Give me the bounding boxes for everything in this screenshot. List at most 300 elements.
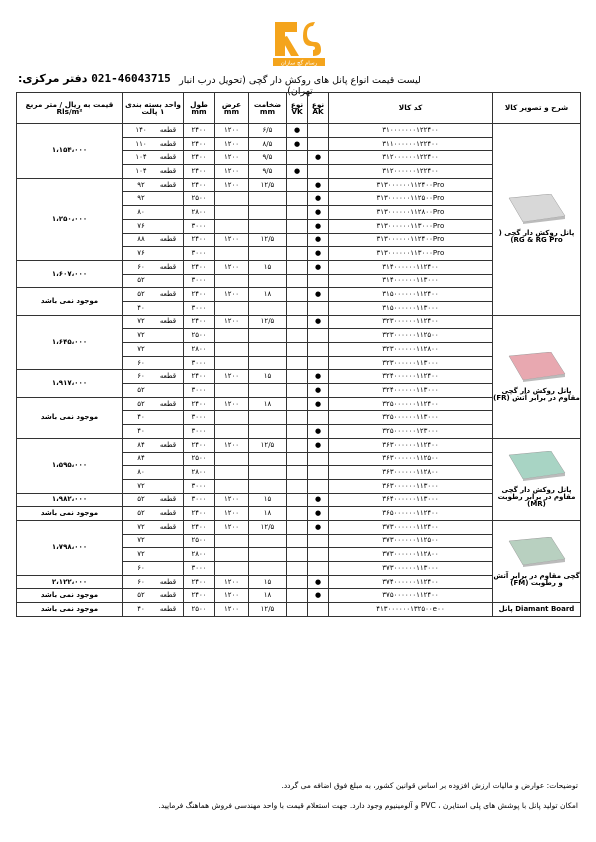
vk-marker (287, 370, 308, 384)
length-value: ۳۰۰۰ (184, 247, 215, 261)
width-value (215, 411, 249, 425)
width-value (215, 206, 249, 220)
vk-marker (287, 315, 308, 329)
vk-marker (287, 192, 308, 206)
length-value: ۲۴۰۰ (184, 589, 215, 603)
ak-marker: ● (308, 507, 329, 521)
pack-qty: ۴۰ (137, 604, 145, 613)
pack-qty: ۷۲ (137, 536, 145, 545)
col-ak: نوع AK (308, 93, 329, 124)
pack-cell (123, 466, 184, 480)
pack-qty: ۱۱۰ (135, 139, 147, 148)
ak-marker: ● (308, 520, 329, 534)
product-code: ۳۷۳۰۰۰۰۰۰۱۱۲۵۰۰ (329, 534, 493, 548)
width-value (215, 466, 249, 480)
table-row (17, 124, 581, 138)
product-code: ۳۱۴۰۰۰۰۰۰۱۱۲۴۰۰ (329, 260, 493, 274)
width-value: ۱۲۰۰ (215, 137, 249, 151)
pack-qty: ۶۰ (137, 577, 145, 586)
ak-marker: ● (308, 384, 329, 398)
product-code: ۳۶۵۰۰۰۰۰۰۱۱۲۴۰۰ (329, 507, 493, 521)
pack-cell (123, 438, 184, 452)
width-value: ۱۲۰۰ (215, 370, 249, 384)
pack-qty: ۷۲ (137, 344, 145, 353)
width-value (215, 356, 249, 370)
product-code: ۳۲۵۰۰۰۰۰۰۱۱۳۰۰۰ (329, 411, 493, 425)
length-value: ۲۴۰۰ (184, 124, 215, 138)
ak-marker: ● (308, 493, 329, 507)
col-pack: واحد بسته بندی ۱ پالت (123, 93, 184, 124)
product-code: ۳۱۳۰۰۰۰۰۰۱۱۲۴۰۰Pro (329, 178, 493, 192)
thickness-value: ۱۸ (249, 397, 287, 411)
width-value: ۱۲۰۰ (215, 124, 249, 138)
width-value (215, 425, 249, 439)
thickness-value (249, 356, 287, 370)
width-value (215, 562, 249, 576)
ak-marker (308, 548, 329, 562)
length-value: ۲۴۰۰ (184, 507, 215, 521)
thickness-value (249, 301, 287, 315)
width-value: ۱۲۰۰ (215, 315, 249, 329)
thickness-value (249, 562, 287, 576)
pack-cell (123, 288, 184, 302)
width-value: ۱۲۰۰ (215, 151, 249, 165)
pack-qty: ۴۰ (137, 426, 145, 435)
ak-marker (308, 466, 329, 480)
pack-qty: ۵۲ (137, 276, 145, 285)
pack-cell (123, 219, 184, 233)
product-code: ۳۲۳۰۰۰۰۰۰۱۱۲۴۰۰ (329, 315, 493, 329)
length-value: ۳۰۰۰ (184, 562, 215, 576)
vk-marker (287, 452, 308, 466)
col-thickness: ضخامت mm (249, 93, 287, 124)
length-value: ۳۰۰۰ (184, 493, 215, 507)
length-value: ۳۰۰۰ (184, 274, 215, 288)
thickness-value (249, 425, 287, 439)
length-value: ۲۸۰۰ (184, 206, 215, 220)
ak-marker: ● (308, 438, 329, 452)
col-price: قیمت به ریال / متر مربع Rls/m² (17, 93, 123, 124)
pack-unit: قطعه (159, 440, 177, 449)
col-desc: شرح و تصویر کالا (493, 93, 581, 124)
pack-qty: ۴۰ (137, 413, 145, 422)
product-description (493, 603, 581, 617)
office-phone (18, 72, 171, 85)
ak-marker (308, 165, 329, 179)
thickness-value: ۱۲/۵ (249, 438, 287, 452)
ak-marker (308, 562, 329, 576)
product-description (493, 438, 581, 520)
width-value (215, 301, 249, 315)
ak-marker: ● (308, 370, 329, 384)
vk-marker (287, 548, 308, 562)
price-value: ۱،۷۹۸،۰۰۰ (17, 520, 123, 575)
width-value: ۱۲۰۰ (215, 520, 249, 534)
pack-cell (123, 124, 184, 138)
pack-qty: ۶۰ (137, 358, 145, 367)
thickness-value: ۱۵ (249, 493, 287, 507)
width-value: ۱۲۰۰ (215, 165, 249, 179)
pack-unit: قطعه (159, 180, 177, 189)
product-code: ۳۲۴۰۰۰۰۰۰۱۱۳۰۰۰ (329, 384, 493, 398)
product-code: ۳۷۳۰۰۰۰۰۰۱۱۳۰۰۰ (329, 562, 493, 576)
product-code: ۳۱۱۰۰۰۰۰۰۱۲۲۴۰۰ (329, 137, 493, 151)
width-value (215, 479, 249, 493)
ak-marker: ● (308, 247, 329, 261)
pack-cell (123, 192, 184, 206)
length-value: ۲۴۰۰ (184, 178, 215, 192)
width-value (215, 274, 249, 288)
width-value: ۱۲۰۰ (215, 493, 249, 507)
pack-cell (123, 493, 184, 507)
vk-marker (287, 534, 308, 548)
ak-marker (308, 301, 329, 315)
ak-marker (308, 343, 329, 357)
vk-marker: ● (287, 165, 308, 179)
length-value: ۲۵۰۰ (184, 534, 215, 548)
vk-marker (287, 520, 308, 534)
price-value: ۱،۲۵۰،۰۰۰ (17, 178, 123, 260)
vk-marker (287, 356, 308, 370)
ak-marker: ● (308, 575, 329, 589)
office-label: دفتر مرکزی: (18, 72, 88, 85)
length-value: ۲۴۰۰ (184, 288, 215, 302)
vk-marker (287, 466, 308, 480)
width-value: ۱۲۰۰ (215, 507, 249, 521)
thickness-value (249, 534, 287, 548)
ak-marker: ● (308, 206, 329, 220)
product-code: ۴۱۳۰۰۰۰۰۰۱۳۲۵۰۰e۰۰ (329, 603, 493, 617)
thickness-value (249, 479, 287, 493)
length-value: ۳۰۰۰ (184, 425, 215, 439)
pack-cell (123, 548, 184, 562)
ak-marker (308, 479, 329, 493)
product-name: پانل روکش دار گچی مقاوم در برابر رطوبت (MR) (497, 485, 576, 508)
thickness-value (249, 411, 287, 425)
vk-marker (287, 343, 308, 357)
product-code: ۳۲۳۰۰۰۰۰۰۱۱۲۸۰۰ (329, 343, 493, 357)
thickness-value (249, 274, 287, 288)
product-code: ۳۶۳۰۰۰۰۰۰۱۱۳۰۰۰ (329, 479, 493, 493)
col-code: کد کالا (329, 93, 493, 124)
thickness-value: ۱۵ (249, 370, 287, 384)
pack-qty: ۵۲ (137, 290, 145, 299)
product-name: پانل روکش دار گچی مقاوم در برابر آتش (FR) (493, 386, 580, 402)
ak-marker (308, 274, 329, 288)
vk-marker: ● (287, 124, 308, 138)
width-value: ۱۲۰۰ (215, 397, 249, 411)
length-value: ۳۰۰۰ (184, 411, 215, 425)
width-value: ۱۲۰۰ (215, 233, 249, 247)
width-value (215, 219, 249, 233)
width-value: ۱۲۰۰ (215, 260, 249, 274)
thickness-value: ۱۲/۵ (249, 233, 287, 247)
length-value: ۳۰۰۰ (184, 384, 215, 398)
thickness-value: ۹/۵ (249, 151, 287, 165)
vk-marker (287, 329, 308, 343)
table-row (17, 315, 581, 329)
length-value: ۲۴۰۰ (184, 397, 215, 411)
product-code: ۳۶۴۰۰۰۰۰۰۱۱۳۰۰۰ (329, 493, 493, 507)
ak-marker: ● (308, 315, 329, 329)
length-value: ۲۴۰۰ (184, 575, 215, 589)
pack-qty: ۴۰ (137, 303, 145, 312)
product-code: ۳۲۵۰۰۰۰۰۰۱۱۲۴۰۰ (329, 397, 493, 411)
length-value: ۲۴۰۰ (184, 260, 215, 274)
ak-marker: ● (308, 192, 329, 206)
pack-cell (123, 370, 184, 384)
length-value: ۲۴۰۰ (184, 315, 215, 329)
width-value: ۱۲۰۰ (215, 288, 249, 302)
pack-cell (123, 575, 184, 589)
vk-marker (287, 178, 308, 192)
vk-marker (287, 274, 308, 288)
pack-qty: ۹۲ (137, 194, 145, 203)
pack-qty: ۷۲ (137, 317, 145, 326)
col-width: عرض mm (215, 93, 249, 124)
thickness-value: ۱۸ (249, 589, 287, 603)
vk-marker (287, 562, 308, 576)
length-value: ۲۸۰۰ (184, 466, 215, 480)
pack-unit: قطعه (159, 522, 177, 531)
price-value: ۲،۱۲۲،۰۰۰ (17, 575, 123, 589)
pack-qty: ۵۲ (137, 495, 145, 504)
thickness-value: ۱۵ (249, 575, 287, 589)
pack-qty: ۷۶ (137, 221, 145, 230)
product-code: ۳۶۳۰۰۰۰۰۰۱۱۲۸۰۰ (329, 466, 493, 480)
pack-unit: قطعه (159, 372, 177, 381)
thickness-value: ۱۵ (249, 260, 287, 274)
vk-marker (287, 493, 308, 507)
pack-qty: ۶۰ (137, 262, 145, 271)
product-code: ۳۶۳۰۰۰۰۰۰۱۱۲۴۰۰ (329, 438, 493, 452)
pack-unit: قطعه (159, 591, 177, 600)
length-value: ۳۰۰۰ (184, 219, 215, 233)
ak-marker: ● (308, 219, 329, 233)
vk-marker (287, 575, 308, 589)
product-name: پانل روکش دار گچی ( RG & RG Pro) (498, 229, 575, 245)
pack-qty: ۵۲ (137, 385, 145, 394)
thickness-value: ۶/۵ (249, 124, 287, 138)
length-value: ۲۴۰۰ (184, 233, 215, 247)
thickness-value: ۸/۵ (249, 137, 287, 151)
ak-marker: ● (308, 233, 329, 247)
length-value: ۲۸۰۰ (184, 343, 215, 357)
phone-number: 021-46043715 (91, 72, 171, 85)
pack-cell (123, 425, 184, 439)
pack-cell (123, 534, 184, 548)
pack-qty: ۸۰ (137, 207, 145, 216)
pack-cell (123, 356, 184, 370)
pack-unit: قطعه (159, 262, 177, 271)
pack-qty: ۶۰ (137, 372, 145, 381)
thickness-value: ۱۲/۵ (249, 178, 287, 192)
pack-cell (123, 233, 184, 247)
length-value: ۲۵۰۰ (184, 192, 215, 206)
product-code: ۳۱۳۰۰۰۰۰۰۱۱۲۸۰۰Pro (329, 206, 493, 220)
pack-qty: ۶۰ (137, 563, 145, 572)
pack-cell (123, 343, 184, 357)
vk-marker (287, 301, 308, 315)
width-value: ۱۲۰۰ (215, 178, 249, 192)
pack-cell (123, 165, 184, 179)
thickness-value: ۱۸ (249, 288, 287, 302)
vk-marker (287, 507, 308, 521)
pack-qty: ۷۲ (137, 550, 145, 559)
price-value: ۱،۹۸۲،۰۰۰ (17, 493, 123, 507)
price-value: موجود نمی باشد (17, 589, 123, 603)
pack-cell (123, 562, 184, 576)
length-value: ۲۵۰۰ (184, 603, 215, 617)
width-value (215, 548, 249, 562)
product-swatch-image (507, 194, 567, 224)
table-row (17, 520, 581, 534)
product-swatch-image (507, 451, 567, 481)
length-value: ۲۵۰۰ (184, 329, 215, 343)
thickness-value: ۱۲/۵ (249, 520, 287, 534)
table-row (17, 438, 581, 452)
pack-cell (123, 507, 184, 521)
width-value: ۱۲۰۰ (215, 575, 249, 589)
pack-unit: قطعه (159, 509, 177, 518)
pack-qty: ۱۴۰ (135, 125, 147, 134)
pack-unit: قطعه (159, 235, 177, 244)
price-value: موجود نمی باشد (17, 603, 123, 617)
pack-unit: قطعه (159, 495, 177, 504)
thickness-value (249, 247, 287, 261)
product-code: ۳۷۵۰۰۰۰۰۰۱۱۲۴۰۰ (329, 589, 493, 603)
product-description (493, 520, 581, 602)
ak-marker: ● (308, 589, 329, 603)
pack-cell (123, 137, 184, 151)
price-value: موجود نمی باشد (17, 288, 123, 315)
thickness-value (249, 343, 287, 357)
pack-cell (123, 384, 184, 398)
pack-cell (123, 329, 184, 343)
pack-cell (123, 274, 184, 288)
pack-cell (123, 178, 184, 192)
ak-marker (308, 124, 329, 138)
length-value: ۲۴۰۰ (184, 520, 215, 534)
pack-cell (123, 479, 184, 493)
footer-note-coating: امکان تولید پانل با پوشش های پلی استایرن ، PVC و آلومینیوم وجود دارد. جهت استعلام قیمت با واحد مهندسی فروش هماهنگ فرمایید. (158, 801, 578, 810)
width-value: ۱۲۰۰ (215, 589, 249, 603)
price-value: ۱،۵۹۵،۰۰۰ (17, 438, 123, 493)
pack-qty: ۱۰۴ (135, 153, 147, 162)
thickness-value (249, 384, 287, 398)
vk-marker (287, 219, 308, 233)
width-value (215, 247, 249, 261)
width-value: ۱۲۰۰ (215, 603, 249, 617)
length-value: ۲۴۰۰ (184, 370, 215, 384)
pack-qty: ۸۴ (137, 440, 145, 449)
footer-note-tax: توضیحات: عوارض و مالیات ارزش افزوده بر اساس قوانین کشور، به مبلغ فوق اضافه می گردد. (281, 781, 578, 790)
price-value: ۱،۱۵۴،۰۰۰ (17, 124, 123, 179)
product-description (493, 124, 581, 316)
width-value (215, 192, 249, 206)
length-value: ۲۴۰۰ (184, 438, 215, 452)
svg-text:رسام گچ سازان: رسام گچ سازان (280, 60, 318, 67)
pack-unit: قطعه (159, 139, 177, 148)
ak-marker (308, 411, 329, 425)
thickness-value (249, 548, 287, 562)
length-value: ۲۵۰۰ (184, 452, 215, 466)
thickness-value (249, 466, 287, 480)
thickness-value (249, 206, 287, 220)
product-name: Diamant Board پانل (498, 604, 575, 613)
width-value (215, 452, 249, 466)
price-value: موجود نمی باشد (17, 397, 123, 438)
pack-qty: ۱۰۴ (135, 166, 147, 175)
pack-unit: قطعه (159, 604, 177, 613)
product-code: ۳۱۲۰۰۰۰۰۰۱۲۲۴۰۰ (329, 151, 493, 165)
pack-unit: قطعه (159, 577, 177, 586)
pack-qty: ۵۲ (137, 591, 145, 600)
pack-cell (123, 520, 184, 534)
vk-marker (287, 151, 308, 165)
product-code: ۳۷۳۰۰۰۰۰۰۱۱۲۴۰۰ (329, 520, 493, 534)
thickness-value (249, 452, 287, 466)
ak-marker: ● (308, 260, 329, 274)
pack-qty: ۷۲ (137, 481, 145, 490)
length-value: ۲۴۰۰ (184, 151, 215, 165)
vk-marker (287, 288, 308, 302)
length-value: ۲۸۰۰ (184, 548, 215, 562)
pack-unit: قطعه (159, 125, 177, 134)
company-logo (271, 16, 327, 70)
product-code: ۳۱۴۰۰۰۰۰۰۱۱۳۰۰۰ (329, 274, 493, 288)
vk-marker (287, 425, 308, 439)
price-table (16, 92, 581, 617)
length-value: ۲۴۰۰ (184, 137, 215, 151)
product-code: ۳۱۳۰۰۰۰۰۰۱۱۲۴۰۰Pro (329, 233, 493, 247)
pack-unit: قطعه (159, 153, 177, 162)
product-swatch-image (507, 537, 567, 567)
pack-unit: قطعه (159, 399, 177, 408)
pack-unit: قطعه (159, 290, 177, 299)
product-code: ۳۷۴۰۰۰۰۰۰۱۱۲۴۰۰ (329, 575, 493, 589)
col-vk: نوع VK (287, 93, 308, 124)
pack-cell (123, 603, 184, 617)
pack-qty: ۸۴ (137, 454, 145, 463)
ak-marker: ● (308, 151, 329, 165)
price-value: موجود نمی باشد (17, 507, 123, 521)
vk-marker (287, 438, 308, 452)
price-value: ۱،۹۱۷،۰۰۰ (17, 370, 123, 397)
pack-qty: ۵۲ (137, 509, 145, 518)
ak-marker: ● (308, 288, 329, 302)
ak-marker (308, 452, 329, 466)
pack-unit: قطعه (159, 317, 177, 326)
width-value (215, 343, 249, 357)
thickness-value: ۹/۵ (249, 165, 287, 179)
product-code: ۳۶۳۰۰۰۰۰۰۱۱۲۵۰۰ (329, 452, 493, 466)
table-header-row (17, 93, 581, 124)
ak-marker: ● (308, 178, 329, 192)
pack-cell (123, 260, 184, 274)
pack-cell (123, 151, 184, 165)
product-code: ۳۱۰۰۰۰۰۰۰۱۲۲۴۰۰ (329, 124, 493, 138)
pack-cell (123, 411, 184, 425)
pack-unit: قطعه (159, 166, 177, 175)
thickness-value (249, 219, 287, 233)
length-value: ۲۴۰۰ (184, 165, 215, 179)
pack-qty: ۵۲ (137, 399, 145, 408)
product-code: ۳۱۵۰۰۰۰۰۰۱۱۲۴۰۰ (329, 288, 493, 302)
product-code: ۳۷۳۰۰۰۰۰۰۱۱۲۸۰۰ (329, 548, 493, 562)
ak-marker: ● (308, 425, 329, 439)
product-description (493, 315, 581, 438)
